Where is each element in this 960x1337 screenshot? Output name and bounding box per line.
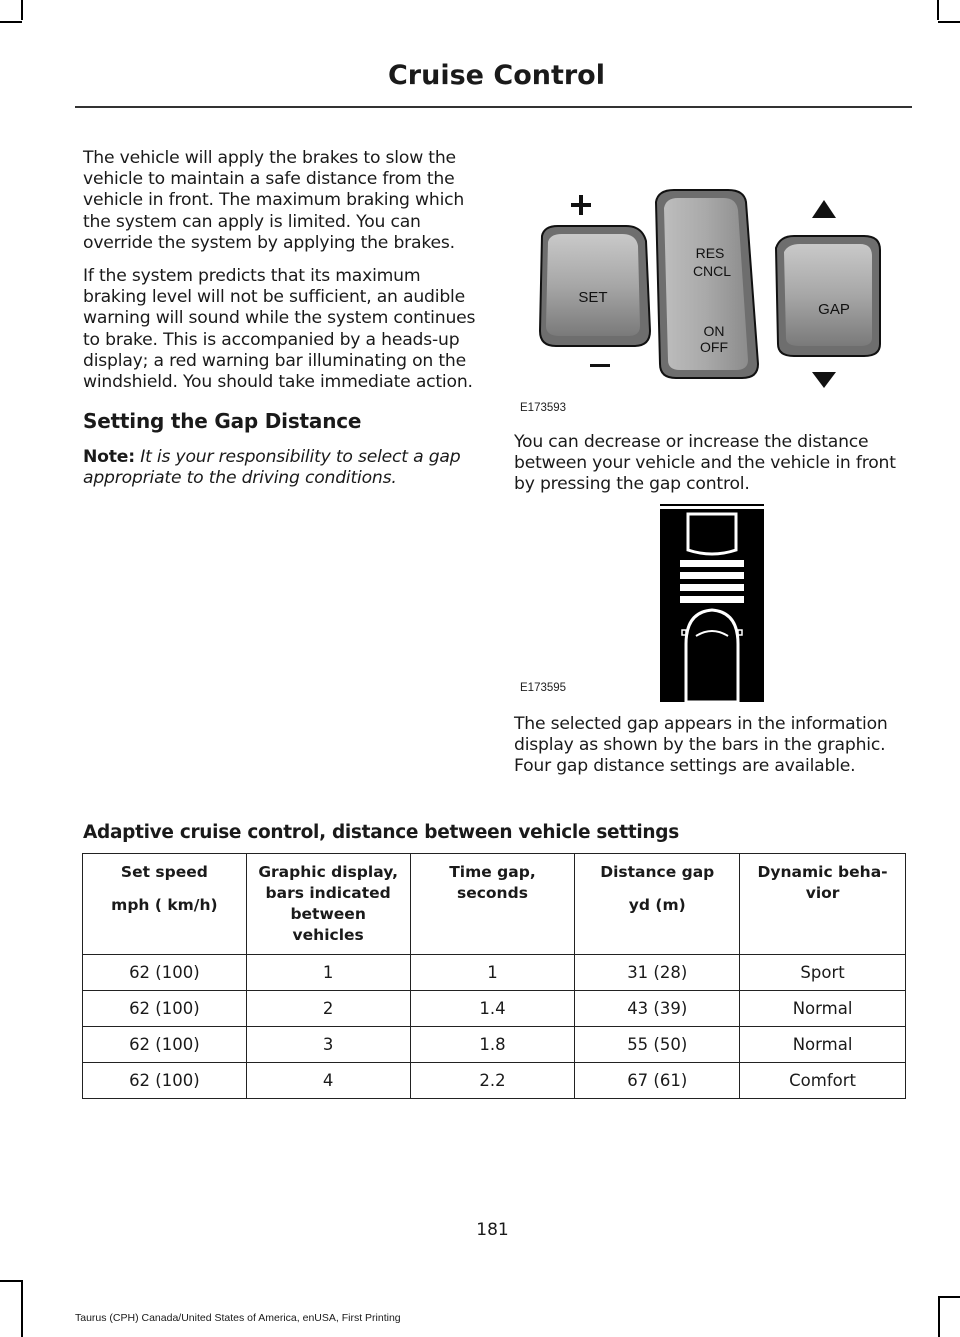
column-header-sub: yd (m) — [628, 896, 686, 914]
gap-bar — [680, 560, 744, 567]
right-column-top — [514, 432, 909, 508]
crop-mark — [0, 1280, 22, 1282]
on-label: ON — [703, 323, 725, 339]
paragraph: The vehicle will apply the brakes to slow the vehicle to maintain a safe distance from the vehicle in front. The maximum braking which the system can apply is limited. You can override the system by applying the brakes. — [83, 148, 465, 253]
column-header-main: Distance gap — [600, 863, 715, 881]
gap-display-illustration — [514, 502, 904, 702]
header-rule — [75, 106, 912, 108]
crop-mark — [938, 1296, 960, 1298]
table-cell: 2.2 — [410, 1063, 575, 1099]
display-top-line — [660, 506, 764, 509]
crop-mark — [938, 21, 960, 23]
set-label: SET — [578, 289, 608, 306]
arrow-down-icon — [812, 372, 836, 388]
footer-text: Taurus (CPH) Canada/United States of America, enUSA, First Printing — [75, 1312, 401, 1324]
gap-display-figure — [514, 502, 904, 702]
section-heading: Setting the Gap Distance — [83, 409, 362, 434]
column-header-main: Time gap, seconds — [449, 863, 536, 902]
page-number: 181 — [476, 1220, 509, 1240]
res-cncl-onoff-button[interactable] — [656, 190, 758, 378]
table-cell: 1.4 — [410, 991, 575, 1027]
column-header — [246, 854, 410, 955]
crop-mark — [0, 21, 22, 23]
page-title: Cruise Control — [387, 60, 605, 91]
table-cell: 62 (100) — [83, 991, 247, 1027]
gap-button[interactable] — [776, 236, 880, 356]
table-cell: Normal — [740, 991, 906, 1027]
table-row — [83, 1027, 906, 1063]
table-cell: 1 — [246, 955, 410, 991]
crop-mark — [21, 1280, 23, 1337]
note-text: It is your responsibility to select a gap appropriate to the driving conditions. — [83, 447, 461, 489]
plus-icon — [571, 195, 591, 215]
table-cell: 62 (100) — [83, 1027, 247, 1063]
paragraph: If the system predicts that its maximum braking level will not be sufficient, an audible warning will sound while the system continues to brake. This is accompanied by a heads-up display; a red warning bar illuminating on the windshield. You should take immediate action. — [83, 266, 476, 393]
table-cell: 1.8 — [410, 1027, 575, 1063]
table-title: Adaptive cruise control, distance between vehicle settings — [83, 822, 679, 843]
column-header-main: Dynamic beha-vior — [757, 863, 888, 902]
column-header-main: Set speed — [120, 863, 208, 881]
table-cell: Comfort — [740, 1063, 906, 1099]
table-cell: 62 (100) — [83, 955, 247, 991]
table-row — [83, 991, 906, 1027]
table-cell: 67 (61) — [575, 1063, 740, 1099]
column-header — [575, 854, 740, 955]
note — [83, 447, 476, 489]
crop-mark — [937, 0, 939, 20]
column-header — [410, 854, 575, 955]
gap-label: GAP — [818, 301, 850, 318]
crop-mark — [21, 0, 23, 20]
gap-bar — [680, 584, 744, 591]
table-cell: 62 (100) — [83, 1063, 247, 1099]
figure-id: E173593 — [520, 402, 567, 414]
arrow-up-icon — [812, 200, 836, 218]
table-row — [83, 1063, 906, 1099]
cncl-label: CNCL — [692, 263, 732, 279]
table-cell: Sport — [740, 955, 906, 991]
res-label: RES — [695, 245, 725, 261]
table-cell: 3 — [246, 1027, 410, 1063]
column-header — [740, 854, 906, 955]
gap-bar — [680, 572, 744, 579]
steering-controls-figure — [514, 186, 904, 418]
column-header-main: Graphic display, bars indicated between vehicles — [258, 863, 398, 944]
table-cell: 31 (28) — [575, 955, 740, 991]
table-cell: Normal — [740, 1027, 906, 1063]
left-column — [83, 148, 476, 502]
crop-mark — [938, 1296, 940, 1337]
table-cell: 1 — [410, 955, 575, 991]
off-label: OFF — [700, 339, 728, 355]
gap-bar — [680, 596, 744, 603]
table-header-row — [83, 854, 906, 955]
table-row — [83, 955, 906, 991]
table-cell: 2 — [246, 991, 410, 1027]
note-label: Note: — [83, 447, 135, 468]
paragraph: You can decrease or increase the distance between your vehicle and the vehicle in front by pressing the gap control. — [514, 432, 896, 495]
table-cell: 55 (50) — [575, 1027, 740, 1063]
table-cell: 43 (39) — [575, 991, 740, 1027]
column-header-sub: mph ( km/h) — [111, 896, 218, 914]
figure-id: E173595 — [520, 682, 567, 694]
column-header — [83, 854, 247, 955]
right-column-bottom — [514, 714, 909, 790]
set-button[interactable] — [540, 226, 650, 346]
gap-settings-table — [82, 853, 906, 1099]
steering-controls-illustration — [514, 186, 904, 418]
paragraph: The selected gap appears in the information display as shown by the bars in the graphic. Four gap distance settings are available. — [514, 714, 888, 777]
minus-icon — [590, 364, 610, 367]
table-cell: 4 — [246, 1063, 410, 1099]
